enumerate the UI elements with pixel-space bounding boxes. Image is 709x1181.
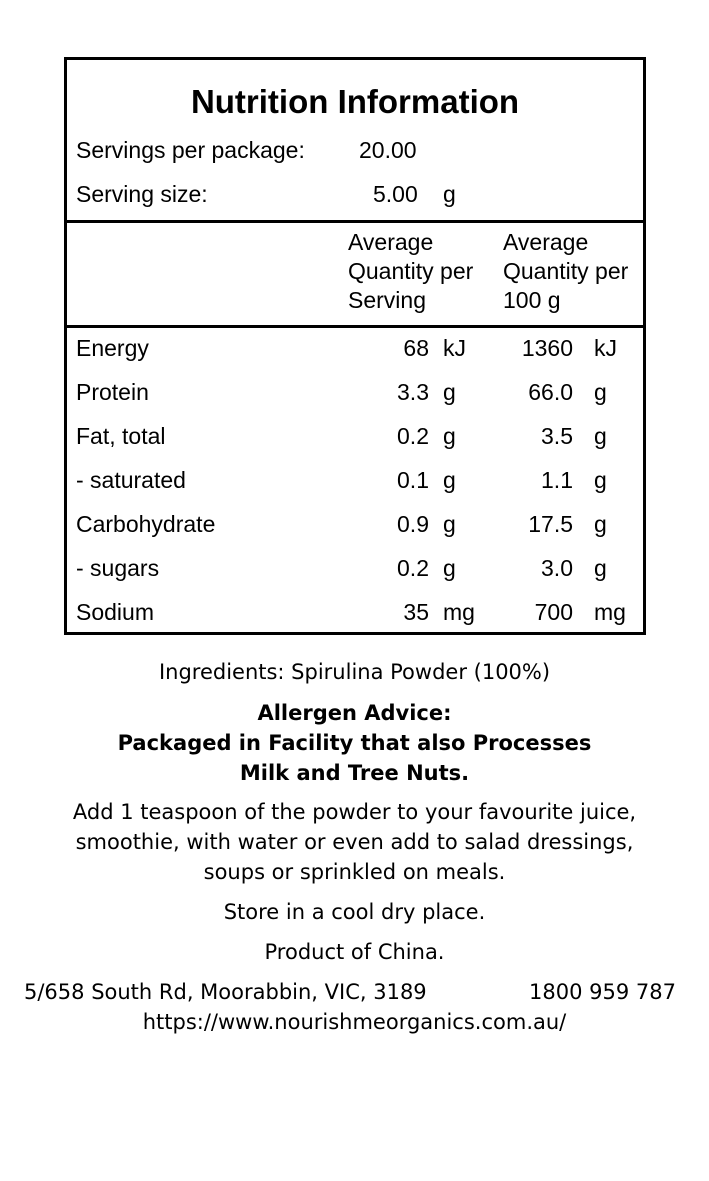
per-100g-value: 3.0 [541, 555, 573, 581]
usage-line-1: Add 1 teaspoon of the powder to your favourite juice, [72, 800, 637, 824]
per-serving-unit: kJ [443, 335, 466, 361]
per-serving-unit: g [443, 467, 456, 493]
per-100g-unit: g [594, 467, 607, 493]
nutrient-name: Carbohydrate [76, 511, 216, 537]
nutrient-row [67, 333, 643, 377]
per-serving-value: 68 [403, 335, 429, 361]
per-serving-value: 35 [403, 599, 429, 625]
per-serving-unit: g [443, 511, 456, 537]
nutrient-row [67, 377, 643, 421]
address-text: 5/658 South Rd, Moorabbin, VIC, 3189 [24, 980, 427, 1004]
per-100g-value: 66.0 [528, 379, 573, 405]
per-100g-value: 17.5 [528, 511, 573, 537]
origin-text: Product of China. [264, 940, 445, 964]
servings-per-package-value: 20.00 [359, 137, 417, 163]
nutrient-row [67, 421, 643, 465]
nutrient-row [67, 509, 643, 553]
header-divider [67, 220, 643, 223]
col-per-100g-header: Average Quantity per 100 g [503, 229, 629, 313]
per-100g-unit: g [594, 423, 607, 449]
panel-title: Nutrition Information [190, 83, 520, 120]
per-serving-value: 0.9 [397, 511, 429, 537]
per-100g-value: 3.5 [541, 423, 573, 449]
usage-line-2: smoothie, with water or even add to salad dressings, [75, 830, 634, 854]
serving-size-label: Serving size: [76, 181, 208, 207]
per-serving-value: 0.2 [397, 423, 429, 449]
storage-text: Store in a cool dry place. [223, 900, 486, 924]
per-100g-unit: kJ [594, 335, 617, 361]
nutrient-name: Sodium [76, 599, 154, 625]
per-100g-unit: g [594, 379, 607, 405]
column-header-divider [67, 325, 643, 328]
per-100g-unit: g [594, 511, 607, 537]
nutrient-row [67, 465, 643, 509]
per-serving-value: 0.1 [397, 467, 429, 493]
servings-per-package-label: Servings per package: [76, 137, 305, 163]
allergen-line-2: Milk and Tree Nuts. [239, 761, 470, 785]
per-100g-value: 1.1 [541, 467, 573, 493]
per-serving-unit: g [443, 379, 456, 405]
nutrient-row [67, 553, 643, 597]
per-serving-value: 0.2 [397, 555, 429, 581]
nutrition-panel [64, 57, 646, 635]
nutrient-name: Fat, total [76, 423, 166, 449]
per-100g-value: 700 [534, 599, 573, 625]
per-serving-value: 3.3 [397, 379, 429, 405]
nutrient-name: Protein [76, 379, 149, 405]
col-per-serving-header: Average Quantity per Serving [348, 229, 474, 313]
per-100g-unit: g [594, 555, 607, 581]
nutrient-name: Energy [76, 335, 149, 361]
nutrient-name: - saturated [76, 467, 186, 493]
usage-line-3: soups or sprinkled on meals. [203, 860, 506, 884]
allergen-heading: Allergen Advice: [257, 701, 452, 725]
nutrient-row [67, 597, 643, 641]
per-serving-unit: g [443, 423, 456, 449]
per-100g-value: 1360 [521, 335, 573, 361]
per-100g-unit: mg [594, 599, 626, 625]
website-text: https://www.nourishmeorganics.com.au/ [142, 1010, 567, 1034]
serving-size-unit: g [443, 181, 456, 207]
per-serving-unit: g [443, 555, 456, 581]
allergen-line-1: Packaged in Facility that also Processes [117, 731, 592, 755]
phone-number: 1800 959 787 [529, 980, 676, 1004]
serving-size-value: 5.00 [373, 181, 418, 207]
ingredients-text: Ingredients: Spirulina Powder (100%) [158, 660, 551, 684]
nutrient-name: - sugars [76, 555, 160, 581]
per-serving-unit: mg [443, 599, 475, 625]
